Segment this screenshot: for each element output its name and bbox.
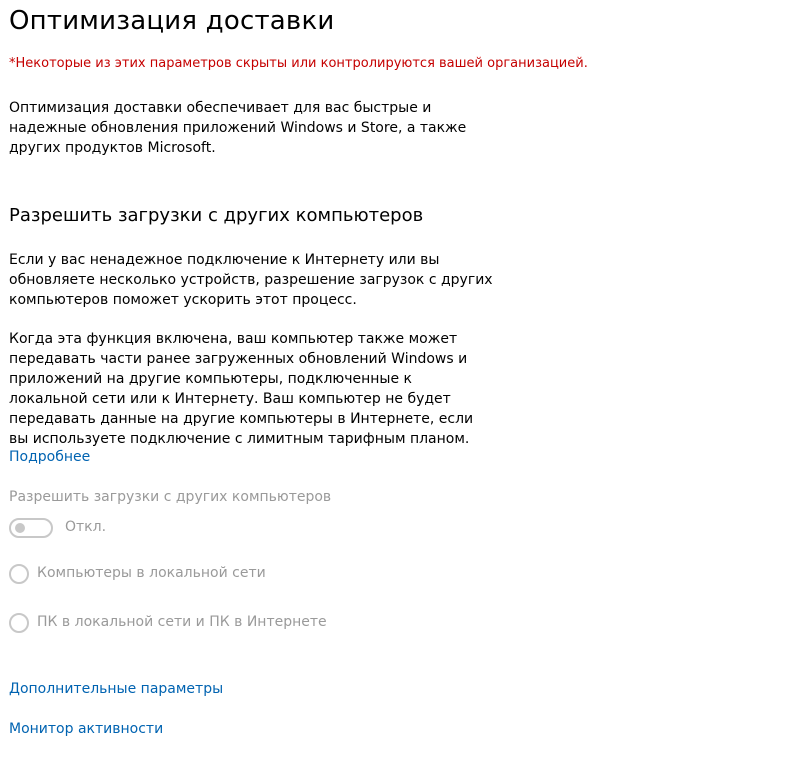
policy-notice: *Некоторые из этих параметров скрыты или контролируются вашей организацией. [9, 56, 588, 71]
radio-label: ПК в локальной сети и ПК в Интернете [37, 614, 327, 630]
section-title: Разрешить загрузки с других компьютеров [9, 205, 424, 226]
toggle-knob [15, 523, 25, 533]
allow-downloads-toggle[interactable] [9, 518, 53, 538]
section-description-1: Если у вас ненадежное подключение к Интернету или вы обновляете несколько устройств, разрешение загрузок с других компьютеров поможет ускорить этот процесс. [9, 252, 493, 308]
learn-more-link[interactable]: Подробнее [9, 449, 91, 465]
radio-button-icon[interactable] [9, 613, 29, 633]
activity-monitor-link[interactable]: Монитор активности [9, 721, 164, 737]
page-title: Оптимизация доставки [9, 6, 335, 36]
toggle-state-label: Откл. [65, 519, 107, 535]
advanced-options-link[interactable]: Дополнительные параметры [9, 681, 224, 697]
section-description-2: Когда эта функция включена, ваш компьютер также может передавать части ранее загруженных обновлений Windows и приложений на другие компьютеры, подключенные к локальной сети или к Интернету. Ваш компьютер не будет передавать данные на другие компьютеры в Интернете, если вы используете подключение с лимитным тарифным планом. [9, 331, 474, 447]
radio-label: Компьютеры в локальной сети [37, 565, 266, 581]
intro-text: Оптимизация доставки обеспечивает для вас быстрые и надежные обновления приложений Windows и Store, а также других продуктов Microsoft. [9, 100, 467, 156]
allow-downloads-label: Разрешить загрузки с других компьютеров [9, 489, 332, 505]
radio-button-icon[interactable] [9, 564, 29, 584]
